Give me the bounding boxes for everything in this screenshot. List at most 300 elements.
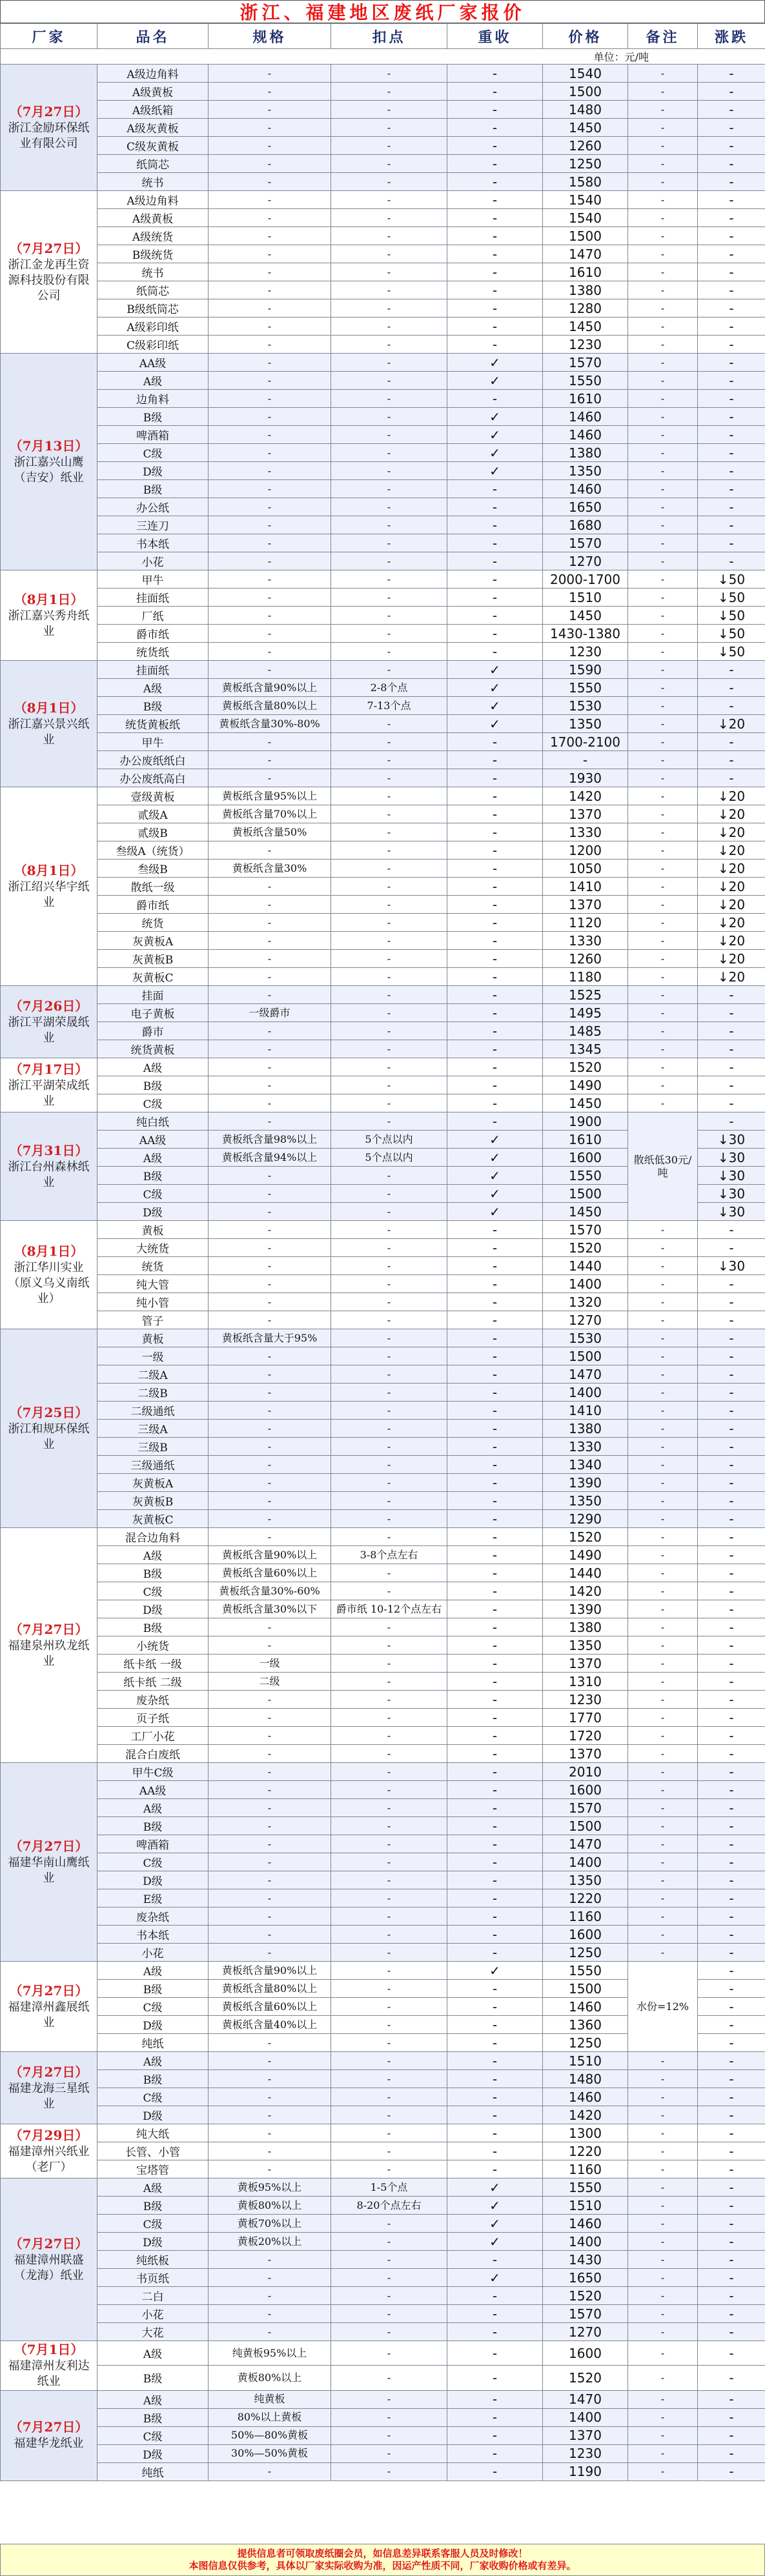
price-cell: 1390 xyxy=(543,1600,628,1618)
price-cell: 1500 xyxy=(543,1347,628,1365)
heavy-cell: - xyxy=(447,1871,543,1889)
table-row xyxy=(1,661,765,679)
price-cell: 1610 xyxy=(543,1131,628,1149)
product-name: 灰黄板C xyxy=(97,968,209,986)
product-name: 纸卡纸 一级 xyxy=(97,1655,209,1673)
table-row xyxy=(1,860,765,878)
heavy-cell: - xyxy=(447,1528,543,1546)
heavy-cell: - xyxy=(447,552,543,570)
product-name: 三级A xyxy=(97,1420,209,1438)
change-cell: - xyxy=(698,1311,765,1329)
table-row xyxy=(1,2088,765,2106)
heavy-cell: - xyxy=(447,1655,543,1673)
deduction-cell: - xyxy=(331,516,447,534)
note-cell: - xyxy=(628,570,698,589)
product-name: 挂面纸 xyxy=(97,589,209,607)
deduction-cell: - xyxy=(331,390,447,408)
heavy-cell: - xyxy=(447,119,543,137)
deduction-cell: - xyxy=(331,2341,447,2366)
table-row xyxy=(1,986,765,1004)
spec-cell: 黄板纸含量90%以上 xyxy=(209,1546,331,1564)
deduction-cell: - xyxy=(331,1112,447,1131)
factory-cell xyxy=(1,570,97,661)
heavy-cell: - xyxy=(447,1275,543,1293)
table-row xyxy=(1,2305,765,2323)
product-name: C级 xyxy=(97,1582,209,1600)
heavy-cell: - xyxy=(447,2323,543,2341)
deduction-cell: - xyxy=(331,65,447,83)
heavy-cell: - xyxy=(447,1058,543,1076)
deduction-cell: - xyxy=(331,1763,447,1781)
deduction-cell: - xyxy=(331,2408,447,2426)
price-cell: 1930 xyxy=(543,769,628,787)
price-cell: 1120 xyxy=(543,914,628,932)
deduction-cell: - xyxy=(331,245,447,263)
price-cell: 1420 xyxy=(543,787,628,805)
table-row xyxy=(1,1329,765,1347)
change-cell: - xyxy=(698,2070,765,2088)
change-cell: - xyxy=(698,679,765,697)
deduction-cell: - xyxy=(331,1980,447,1998)
heavy-cell: - xyxy=(447,1763,543,1781)
product-name: 三连刀 xyxy=(97,516,209,534)
price-cell: 1460 xyxy=(543,2215,628,2233)
note-cell: - xyxy=(628,263,698,281)
quote-date: （7月27日） xyxy=(9,1982,88,1998)
table-row xyxy=(1,1636,765,1655)
price-cell: 1530 xyxy=(543,697,628,715)
change-cell: - xyxy=(698,697,765,715)
price-cell: 1510 xyxy=(543,2052,628,2070)
note-cell: - xyxy=(628,1094,698,1112)
change-cell: - xyxy=(698,1365,765,1384)
price-cell: 1200 xyxy=(543,841,628,860)
product-name: 三级通纸 xyxy=(97,1456,209,1474)
note-cell: - xyxy=(628,1420,698,1438)
quote-date: （8月1日） xyxy=(14,1243,84,1259)
note-cell: - xyxy=(628,1853,698,1871)
spec-cell: 黄板80%以上 xyxy=(209,2197,331,2215)
heavy-cell: ✓ xyxy=(447,1131,543,1149)
change-cell: ↓30 xyxy=(698,1149,765,1167)
note-cell: - xyxy=(628,281,698,299)
heavy-cell: - xyxy=(447,1040,543,1058)
table-row xyxy=(1,1076,765,1094)
product-name: 纯白纸 xyxy=(97,1112,209,1131)
product-name: 混合白废纸 xyxy=(97,1745,209,1763)
note-cell: - xyxy=(628,83,698,101)
heavy-cell: - xyxy=(447,2341,543,2366)
product-name: B级 xyxy=(97,480,209,498)
factory-cell xyxy=(1,354,97,570)
change-cell: - xyxy=(698,119,765,137)
deduction-cell: - xyxy=(331,1636,447,1655)
change-cell: - xyxy=(698,1094,765,1112)
table-row xyxy=(1,498,765,516)
deduction-cell: - xyxy=(331,2215,447,2233)
price-cell: 1500 xyxy=(543,227,628,245)
product-name: D级 xyxy=(97,462,209,480)
deduction-cell: - xyxy=(331,2233,447,2251)
factory-cell xyxy=(1,191,97,354)
change-cell: - xyxy=(698,2215,765,2233)
change-cell: - xyxy=(698,2197,765,2215)
heavy-cell: - xyxy=(447,1112,543,1131)
note-cell: - xyxy=(628,950,698,968)
product-name: 宝塔管 xyxy=(97,2160,209,2179)
product-name: C级 xyxy=(97,1998,209,2016)
heavy-cell: - xyxy=(447,841,543,860)
spec-cell: - xyxy=(209,1889,331,1907)
deduction-cell: - xyxy=(331,1691,447,1709)
unit-row xyxy=(1,49,765,65)
heavy-cell: - xyxy=(447,878,543,896)
factory-name: 浙江绍兴华宇纸业 xyxy=(8,880,90,909)
product-name: A级统货 xyxy=(97,227,209,245)
price-cell: 1290 xyxy=(543,1510,628,1528)
change-cell: ↓30 xyxy=(698,1257,765,1275)
change-cell: - xyxy=(698,372,765,390)
heavy-cell: - xyxy=(447,896,543,914)
note-cell: - xyxy=(628,661,698,679)
change-cell: - xyxy=(698,173,765,191)
spec-cell: 80%以上黄板 xyxy=(209,2408,331,2426)
note-cell: - xyxy=(628,372,698,390)
table-row xyxy=(1,1546,765,1564)
deduction-cell: - xyxy=(331,1944,447,1962)
factory-name: 浙江金励环保纸业有限公司 xyxy=(8,121,90,150)
spec-cell: - xyxy=(209,534,331,552)
table-row xyxy=(1,643,765,661)
change-cell: - xyxy=(698,426,765,444)
change-cell: ↓50 xyxy=(698,570,765,589)
price-cell: 1485 xyxy=(543,1022,628,1040)
change-cell: ↓20 xyxy=(698,914,765,932)
spec-cell: - xyxy=(209,263,331,281)
heavy-cell: - xyxy=(447,155,543,173)
spec-cell: - xyxy=(209,1420,331,1438)
product-name: 壹级黄板 xyxy=(97,787,209,805)
heavy-cell: ✓ xyxy=(447,354,543,372)
change-cell: - xyxy=(698,2034,765,2052)
table-row xyxy=(1,1781,765,1799)
note-cell: - xyxy=(628,227,698,245)
deduction-cell: - xyxy=(331,137,447,155)
note-cell: - xyxy=(628,787,698,805)
price-cell: - xyxy=(543,751,628,769)
table-row xyxy=(1,2124,765,2142)
change-cell: - xyxy=(698,769,765,787)
note-cell: - xyxy=(628,191,698,209)
table-row xyxy=(1,1600,765,1618)
spec-cell: - xyxy=(209,83,331,101)
change-cell: - xyxy=(698,733,765,751)
price-table xyxy=(0,23,765,2481)
heavy-cell: - xyxy=(447,1745,543,1763)
heavy-cell: - xyxy=(447,2287,543,2305)
change-cell: - xyxy=(698,1618,765,1636)
price-cell: 1400 xyxy=(543,1853,628,1871)
deduction-cell: - xyxy=(331,2088,447,2106)
deduction-cell: - xyxy=(331,1167,447,1185)
note-cell: - xyxy=(628,1510,698,1528)
change-cell: - xyxy=(698,1456,765,1474)
spec-cell: - xyxy=(209,480,331,498)
change-cell: - xyxy=(698,1582,765,1600)
note-cell: 散纸低30元/吨 xyxy=(628,1112,698,1221)
heavy-cell: - xyxy=(447,336,543,354)
spec-cell: - xyxy=(209,444,331,462)
heavy-cell: - xyxy=(447,2052,543,2070)
deduction-cell: - xyxy=(331,878,447,896)
deduction-cell: - xyxy=(331,1022,447,1040)
price-cell: 1410 xyxy=(543,1402,628,1420)
price-cell: 1400 xyxy=(543,2408,628,2426)
heavy-cell: - xyxy=(447,516,543,534)
price-cell: 1520 xyxy=(543,2287,628,2305)
note-cell: - xyxy=(628,896,698,914)
table-row xyxy=(1,2160,765,2179)
table-row xyxy=(1,317,765,336)
spec-cell: - xyxy=(209,2142,331,2160)
price-cell: 1430-1380 xyxy=(543,625,628,643)
spec-cell: - xyxy=(209,209,331,227)
spec-cell: - xyxy=(209,1167,331,1185)
deduction-cell: - xyxy=(331,570,447,589)
note-cell: - xyxy=(628,2269,698,2287)
header-factory: 厂家 xyxy=(1,24,97,49)
change-cell: ↓20 xyxy=(698,805,765,823)
heavy-cell: - xyxy=(447,2070,543,2088)
table-row xyxy=(1,1582,765,1600)
deduction-cell: - xyxy=(331,661,447,679)
price-cell: 1530 xyxy=(543,1329,628,1347)
spec-cell: - xyxy=(209,643,331,661)
deduction-cell: - xyxy=(331,2287,447,2305)
spec-cell: - xyxy=(209,1727,331,1745)
note-cell: - xyxy=(628,2233,698,2251)
factory-cell xyxy=(1,1329,97,1528)
product-name: 爵市 xyxy=(97,1022,209,1040)
deduction-cell: - xyxy=(331,589,447,607)
change-cell: - xyxy=(698,354,765,372)
deduction-cell: 3-8个点左右 xyxy=(331,1546,447,1564)
spec-cell: - xyxy=(209,2052,331,2070)
spec-cell: - xyxy=(209,841,331,860)
spec-cell: 黄板纸含量60%以上 xyxy=(209,1998,331,2016)
deduction-cell: - xyxy=(331,1311,447,1329)
note-cell: - xyxy=(628,1239,698,1257)
table-row xyxy=(1,426,765,444)
deduction-cell: - xyxy=(331,1673,447,1691)
note-cell: - xyxy=(628,462,698,480)
table-row xyxy=(1,769,765,787)
heavy-cell: - xyxy=(447,2366,543,2390)
change-cell: - xyxy=(698,2287,765,2305)
product-name: 啤酒箱 xyxy=(97,1835,209,1853)
heavy-cell: - xyxy=(447,932,543,950)
note-cell: - xyxy=(628,1365,698,1384)
price-cell: 1500 xyxy=(543,1185,628,1203)
deduction-cell: - xyxy=(331,841,447,860)
deduction-cell: - xyxy=(331,1564,447,1582)
price-cell: 1380 xyxy=(543,1618,628,1636)
price-cell: 1610 xyxy=(543,390,628,408)
note-cell: - xyxy=(628,390,698,408)
table-row xyxy=(1,1817,765,1835)
deduction-cell: - xyxy=(331,462,447,480)
heavy-cell: - xyxy=(447,787,543,805)
note-cell: - xyxy=(628,860,698,878)
table-row xyxy=(1,1763,765,1781)
table-row xyxy=(1,2142,765,2160)
table-row xyxy=(1,2323,765,2341)
price-cell: 1510 xyxy=(543,589,628,607)
product-name: 工厂小花 xyxy=(97,1727,209,1745)
note-cell: - xyxy=(628,2179,698,2197)
price-cell: 1380 xyxy=(543,281,628,299)
factory-name: 福建泉州玖龙纸业 xyxy=(8,1638,90,1668)
price-cell: 1370 xyxy=(543,896,628,914)
spec-cell: - xyxy=(209,1365,331,1384)
product-name: B级 xyxy=(97,697,209,715)
factory-cell xyxy=(1,2052,97,2124)
note-cell: - xyxy=(628,751,698,769)
product-name: AA级 xyxy=(97,354,209,372)
product-name: 挂面纸 xyxy=(97,661,209,679)
spec-cell: 黄板纸含量90%以上 xyxy=(209,1962,331,1980)
heavy-cell: - xyxy=(447,65,543,83)
quote-date: （7月1日） xyxy=(14,2342,84,2357)
product-name: 废杂纸 xyxy=(97,1691,209,1709)
deduction-cell: - xyxy=(331,1618,447,1636)
price-cell: 1500 xyxy=(543,1980,628,1998)
price-cell: 1500 xyxy=(543,1817,628,1835)
heavy-cell: - xyxy=(447,625,543,643)
deduction-cell: - xyxy=(331,2305,447,2323)
factory-name: 浙江平湖荣晟纸业 xyxy=(8,1015,90,1045)
heavy-cell: - xyxy=(447,1582,543,1600)
deduction-cell: - xyxy=(331,1727,447,1745)
spec-cell: 二级 xyxy=(209,1673,331,1691)
deduction-cell: - xyxy=(331,317,447,336)
product-name: 黄板 xyxy=(97,1221,209,1239)
deduction-cell: - xyxy=(331,408,447,426)
table-row xyxy=(1,1564,765,1582)
heavy-cell: - xyxy=(447,1600,543,1618)
factory-name: 福建漳州鑫展纸业 xyxy=(8,2000,90,2029)
change-cell: - xyxy=(698,986,765,1004)
spec-cell: - xyxy=(209,390,331,408)
price-cell: 1340 xyxy=(543,1456,628,1474)
note-cell: - xyxy=(628,625,698,643)
quote-date: （7月27日） xyxy=(9,240,88,256)
table-row xyxy=(1,209,765,227)
note-cell: - xyxy=(628,2251,698,2269)
heavy-cell: - xyxy=(447,1329,543,1347)
spec-cell: 黄板纸含量30%-80% xyxy=(209,715,331,733)
spec-cell: - xyxy=(209,1691,331,1709)
spec-cell: - xyxy=(209,119,331,137)
deduction-cell: - xyxy=(331,1926,447,1944)
change-cell: - xyxy=(698,1112,765,1131)
product-name: 办公纸 xyxy=(97,498,209,516)
note-cell: - xyxy=(628,607,698,625)
price-cell: 1550 xyxy=(543,2179,628,2197)
product-name: 厂纸 xyxy=(97,607,209,625)
heavy-cell: - xyxy=(447,1438,543,1456)
spec-cell: - xyxy=(209,1510,331,1528)
note-cell: - xyxy=(628,1817,698,1835)
table-row xyxy=(1,1112,765,1131)
deduction-cell: - xyxy=(331,1438,447,1456)
change-cell: - xyxy=(698,534,765,552)
footer-line-2: 本图信息仅供参考，具体以厂家实际收购为准，因运产性质不同，厂家收购价格或有差异。 xyxy=(189,2560,576,2571)
deduction-cell: - xyxy=(331,1040,447,1058)
header-note: 备注 xyxy=(628,24,698,49)
heavy-cell: ✓ xyxy=(447,1203,543,1221)
table-row xyxy=(1,299,765,317)
spec-cell: - xyxy=(209,2160,331,2179)
deduction-cell: - xyxy=(331,191,447,209)
note-cell: - xyxy=(628,1311,698,1329)
product-name: C级 xyxy=(97,444,209,462)
heavy-cell: - xyxy=(447,1402,543,1420)
price-cell: 1510 xyxy=(543,2197,628,2215)
deduction-cell: - xyxy=(331,155,447,173)
product-name: B级 xyxy=(97,1817,209,1835)
change-cell: - xyxy=(698,1889,765,1907)
note-cell: - xyxy=(628,1799,698,1817)
spec-cell: - xyxy=(209,625,331,643)
price-cell: 1160 xyxy=(543,2160,628,2179)
price-cell: 1700-2100 xyxy=(543,733,628,751)
note-cell: - xyxy=(628,101,698,119)
price-cell: 1050 xyxy=(543,860,628,878)
heavy-cell: - xyxy=(447,2016,543,2034)
product-name: B级 xyxy=(97,2070,209,2088)
change-cell: - xyxy=(698,1781,765,1799)
deduction-cell: - xyxy=(331,2070,447,2088)
heavy-cell: - xyxy=(447,1004,543,1022)
note-cell: - xyxy=(628,1691,698,1709)
factory-cell xyxy=(1,986,97,1058)
change-cell: - xyxy=(698,1076,765,1094)
table-row xyxy=(1,1745,765,1763)
table-row xyxy=(1,968,765,986)
deduction-cell: - xyxy=(331,1745,447,1763)
price-cell: 1480 xyxy=(543,2070,628,2088)
factory-name: 福建漳州友利达纸业 xyxy=(8,2359,90,2389)
heavy-cell: ✓ xyxy=(447,444,543,462)
heavy-cell: - xyxy=(447,1673,543,1691)
spec-cell: - xyxy=(209,1456,331,1474)
price-cell: 1250 xyxy=(543,2034,628,2052)
product-name: 小花 xyxy=(97,2305,209,2323)
heavy-cell: - xyxy=(447,1347,543,1365)
heavy-cell: - xyxy=(447,1239,543,1257)
heavy-cell: - xyxy=(447,1094,543,1112)
price-cell: 1540 xyxy=(543,191,628,209)
table-row xyxy=(1,896,765,914)
change-cell: - xyxy=(698,299,765,317)
table-row xyxy=(1,2179,765,2197)
price-cell: 1570 xyxy=(543,534,628,552)
factory-name: 浙江华川实业（原义乌义南纸业） xyxy=(8,1260,90,1306)
product-name: 纯纸 xyxy=(97,2034,209,2052)
factory-name: 浙江台州森林纸业 xyxy=(8,1160,90,1189)
deduction-cell: - xyxy=(331,1347,447,1365)
